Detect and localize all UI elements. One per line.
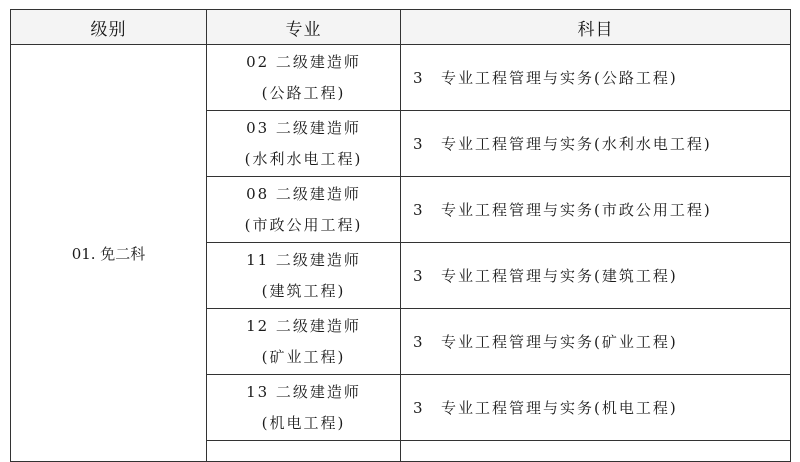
header-level: 级别 [11,10,207,45]
subject-name: 专业工程管理与实务(建筑工程) [441,267,678,285]
subject-cell [401,243,791,309]
table-header-row [11,10,791,45]
major-cell-partial [207,441,401,462]
subject-number: 3 [413,267,425,285]
subject-cell [401,45,791,111]
subject-cell [401,375,791,441]
subject-name: 专业工程管理与实务(机电工程) [441,399,678,417]
header-subject: 科目 [401,10,791,45]
major-cell [207,375,401,441]
subject-cell [401,111,791,177]
major-specialty: (水利水电工程) [244,149,363,168]
subject-cell [401,309,791,375]
major-name: 08 二级建造师 [246,184,361,203]
subject-number: 3 [413,69,425,87]
major-specialty: (公路工程) [261,83,346,102]
major-specialty: (矿业工程) [261,347,346,366]
major-name: 02 二级建造师 [246,52,361,71]
subject-cell [401,177,791,243]
major-cell [207,45,401,111]
subject-name: 专业工程管理与实务(公路工程) [441,69,678,87]
major-cell [207,309,401,375]
subject-name: 专业工程管理与实务(水利水电工程) [441,135,712,153]
subject-number: 3 [413,399,425,417]
major-cell [207,111,401,177]
major-specialty: (市政公用工程) [244,215,363,234]
major-specialty: (机电工程) [261,413,346,432]
subject-name: 专业工程管理与实务(市政公用工程) [441,201,712,219]
subject-number: 3 [413,333,425,351]
major-name: 13 二级建造师 [246,382,361,401]
subject-name: 专业工程管理与实务(矿业工程) [441,333,678,351]
subject-number: 3 [413,135,425,153]
subject-cell-partial [401,441,791,462]
exam-subject-table [10,9,791,462]
major-specialty: (建筑工程) [261,281,346,300]
major-name: 03 二级建造师 [246,118,361,137]
major-cell [207,177,401,243]
major-cell [207,243,401,309]
table-row [11,45,791,111]
subject-number: 3 [413,201,425,219]
major-name: 12 二级建造师 [246,316,361,335]
major-name: 11 二级建造师 [246,250,361,269]
header-major: 专业 [207,10,401,45]
level-cell: 01. 免二科 [11,45,207,462]
